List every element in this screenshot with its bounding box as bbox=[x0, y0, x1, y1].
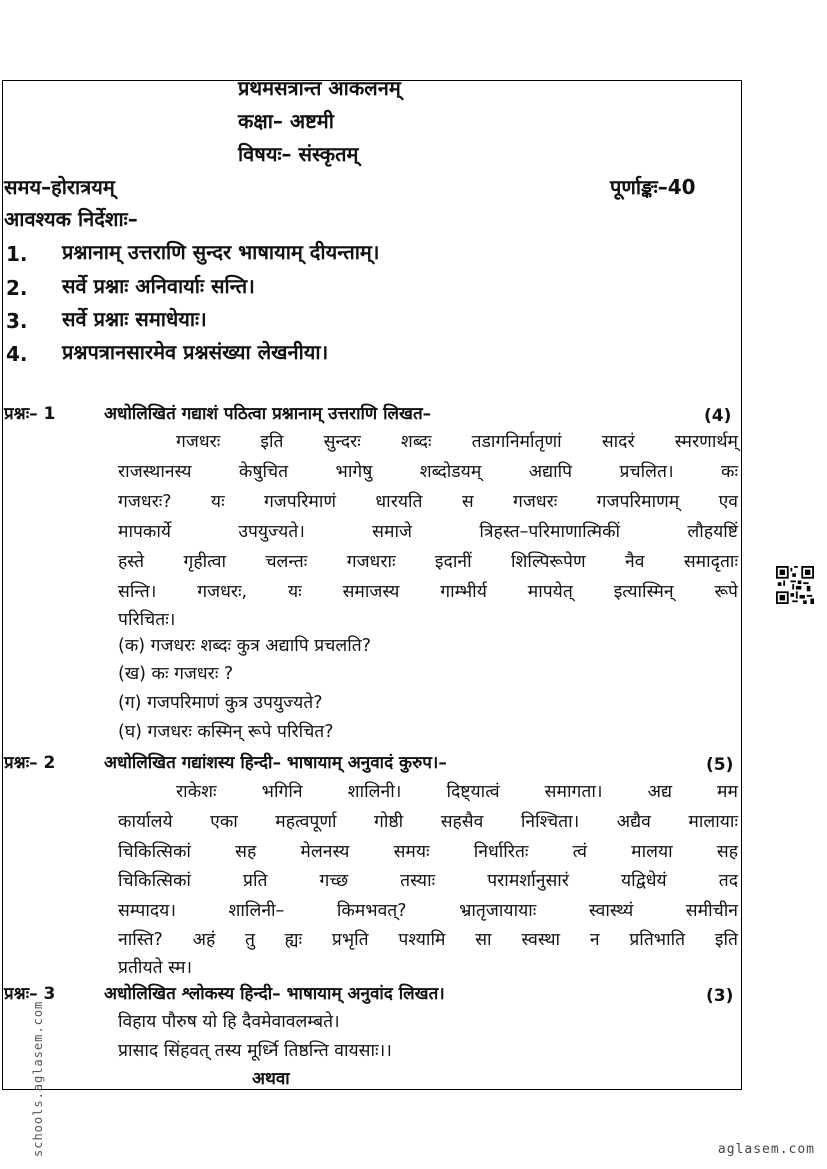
passage-line: चिकित्सिकां सह मेलनस्य समयः निर्धारितः त्वं मालया सह bbox=[118, 842, 738, 862]
footer-watermark: aglasem.com bbox=[717, 1142, 815, 1157]
instruction-number: 1. bbox=[6, 242, 28, 266]
passage-line: राजस्थानस्य केषुचित भागेषु शब्दोडयम् अद्यापि प्रचलित। कः bbox=[118, 462, 738, 482]
instruction-text: प्रश्नानाम् उत्तराणि सुन्दर भाषायाम् दीयन्ताम्। bbox=[62, 240, 380, 264]
verse-line: विहाय पौरुष यो हि दैवमेवावलम्बते। bbox=[118, 1012, 340, 1032]
instruction-text: सर्वे प्रश्नाः अनिवार्याः सन्ति। bbox=[62, 274, 255, 298]
instruction-text: प्रश्नपत्रानसारमेव प्रश्नसंख्या लेखनीया। bbox=[62, 340, 329, 364]
question-text: अधोलिखित श्लोकस्य हिन्दी– भाषायाम् अनुवांद लिखत। bbox=[104, 984, 445, 1004]
question-text: अधोलिखितं गद्याशं पठित्वा प्रश्नानाम् उत्तराणि लिखत– bbox=[104, 404, 432, 424]
full-marks: पूर्णाङ्कः–40 bbox=[610, 175, 696, 199]
instruction-number: 3. bbox=[6, 309, 28, 333]
passage-line: मापकार्ये उपयुज्यते। समाजे त्रिहस्त–परिमाणात्मिकीं लौहयष्टिं bbox=[118, 522, 738, 542]
question-label: प्रश्नः– 2 bbox=[4, 753, 56, 773]
passage-line: गजधरः? यः गजपरिमाणं धारयति स गजधरः गजपरिमाणम् एव bbox=[118, 492, 738, 512]
passage-line: कार्यालये एका महत्वपूर्णा गोष्ठी सहसैव निश्चिता। अद्यैव मालायाः bbox=[118, 812, 738, 832]
passage-line: सम्पादय। शालिनी– किमभवत्? भ्रातृजायायाः स्वास्थ्यं समीचीन bbox=[118, 901, 738, 921]
passage-line: नास्ति? अहं तु ह्यः प्रभृति पश्यामि सा स्वस्था न प्रतिभाति इति bbox=[118, 930, 738, 950]
subject-line: विषयः– संस्कृतम् bbox=[238, 142, 359, 166]
question-label: प्रश्नः– 1 bbox=[4, 404, 56, 424]
side-watermark: schools.aglasem.com bbox=[31, 1000, 45, 1157]
class-line: कक्षा– अष्टमी bbox=[238, 109, 334, 133]
passage-line: गजधरः इति सुन्दरः शब्दः तडागनिर्मातृणां सादरं स्मरणार्थम् bbox=[176, 432, 738, 452]
sub-question: (ख) कः गजधरः ? bbox=[118, 664, 234, 684]
question-text: अधोलिखित गद्यांशस्य हिन्दी– भाषायाम् अनुवादं कुरुप।– bbox=[104, 753, 447, 773]
paper-title: प्रथमसत्रान्त आकलनम् bbox=[238, 76, 401, 100]
passage-line: प्रतीयते स्म। bbox=[118, 958, 193, 978]
time-allowed: समय–होरात्रयम् bbox=[4, 175, 115, 199]
question-marks: (5) bbox=[706, 755, 734, 775]
passage-line: हस्ते गृहीत्वा चलन्तः गजधराः इदानीं शिल्पिरूपेण नैव समादृताः bbox=[118, 552, 738, 572]
instructions-heading: आवश्यक निर्देशाः– bbox=[4, 207, 138, 231]
question-marks: (3) bbox=[706, 986, 734, 1006]
qr-code-icon bbox=[776, 566, 814, 604]
passage-line: परिचितः। bbox=[118, 610, 176, 630]
passage-line: सन्ति। गजधरः, यः समाजस्य गाम्भीर्य मापयेत् इत्यास्मिन् रूपे bbox=[118, 582, 738, 602]
question-marks: (4) bbox=[704, 406, 732, 426]
verse-line: प्रासाद सिंहवत् तस्य मूर्ध्नि तिष्ठन्ति वायसाः।। bbox=[118, 1041, 392, 1061]
sub-question: (ग) गजपरिमाणं कुत्र उपयुज्यते? bbox=[118, 693, 323, 713]
or-divider: अथवा bbox=[252, 1069, 290, 1089]
passage-line: चिकित्सिकां प्रति गच्छ तस्याः परामर्शानुसारं यद्विधेयं तद bbox=[118, 871, 738, 891]
instruction-number: 2. bbox=[6, 276, 28, 300]
sub-question: (घ) गजधरः कस्मिन् रूपे परिचित? bbox=[118, 722, 334, 742]
sub-question: (क) गजधरः शब्दः कुत्र अद्यापि प्रचलति? bbox=[118, 636, 371, 656]
instruction-number: 4. bbox=[6, 342, 28, 366]
instruction-text: सर्वे प्रश्नाः समाधेयाः। bbox=[62, 307, 207, 331]
question-label: प्रश्नः– 3 bbox=[4, 984, 56, 1004]
passage-line: राकेशः भगिनि शालिनी। दिष्ट्यात्वं समागता। अद्य मम bbox=[176, 782, 738, 802]
